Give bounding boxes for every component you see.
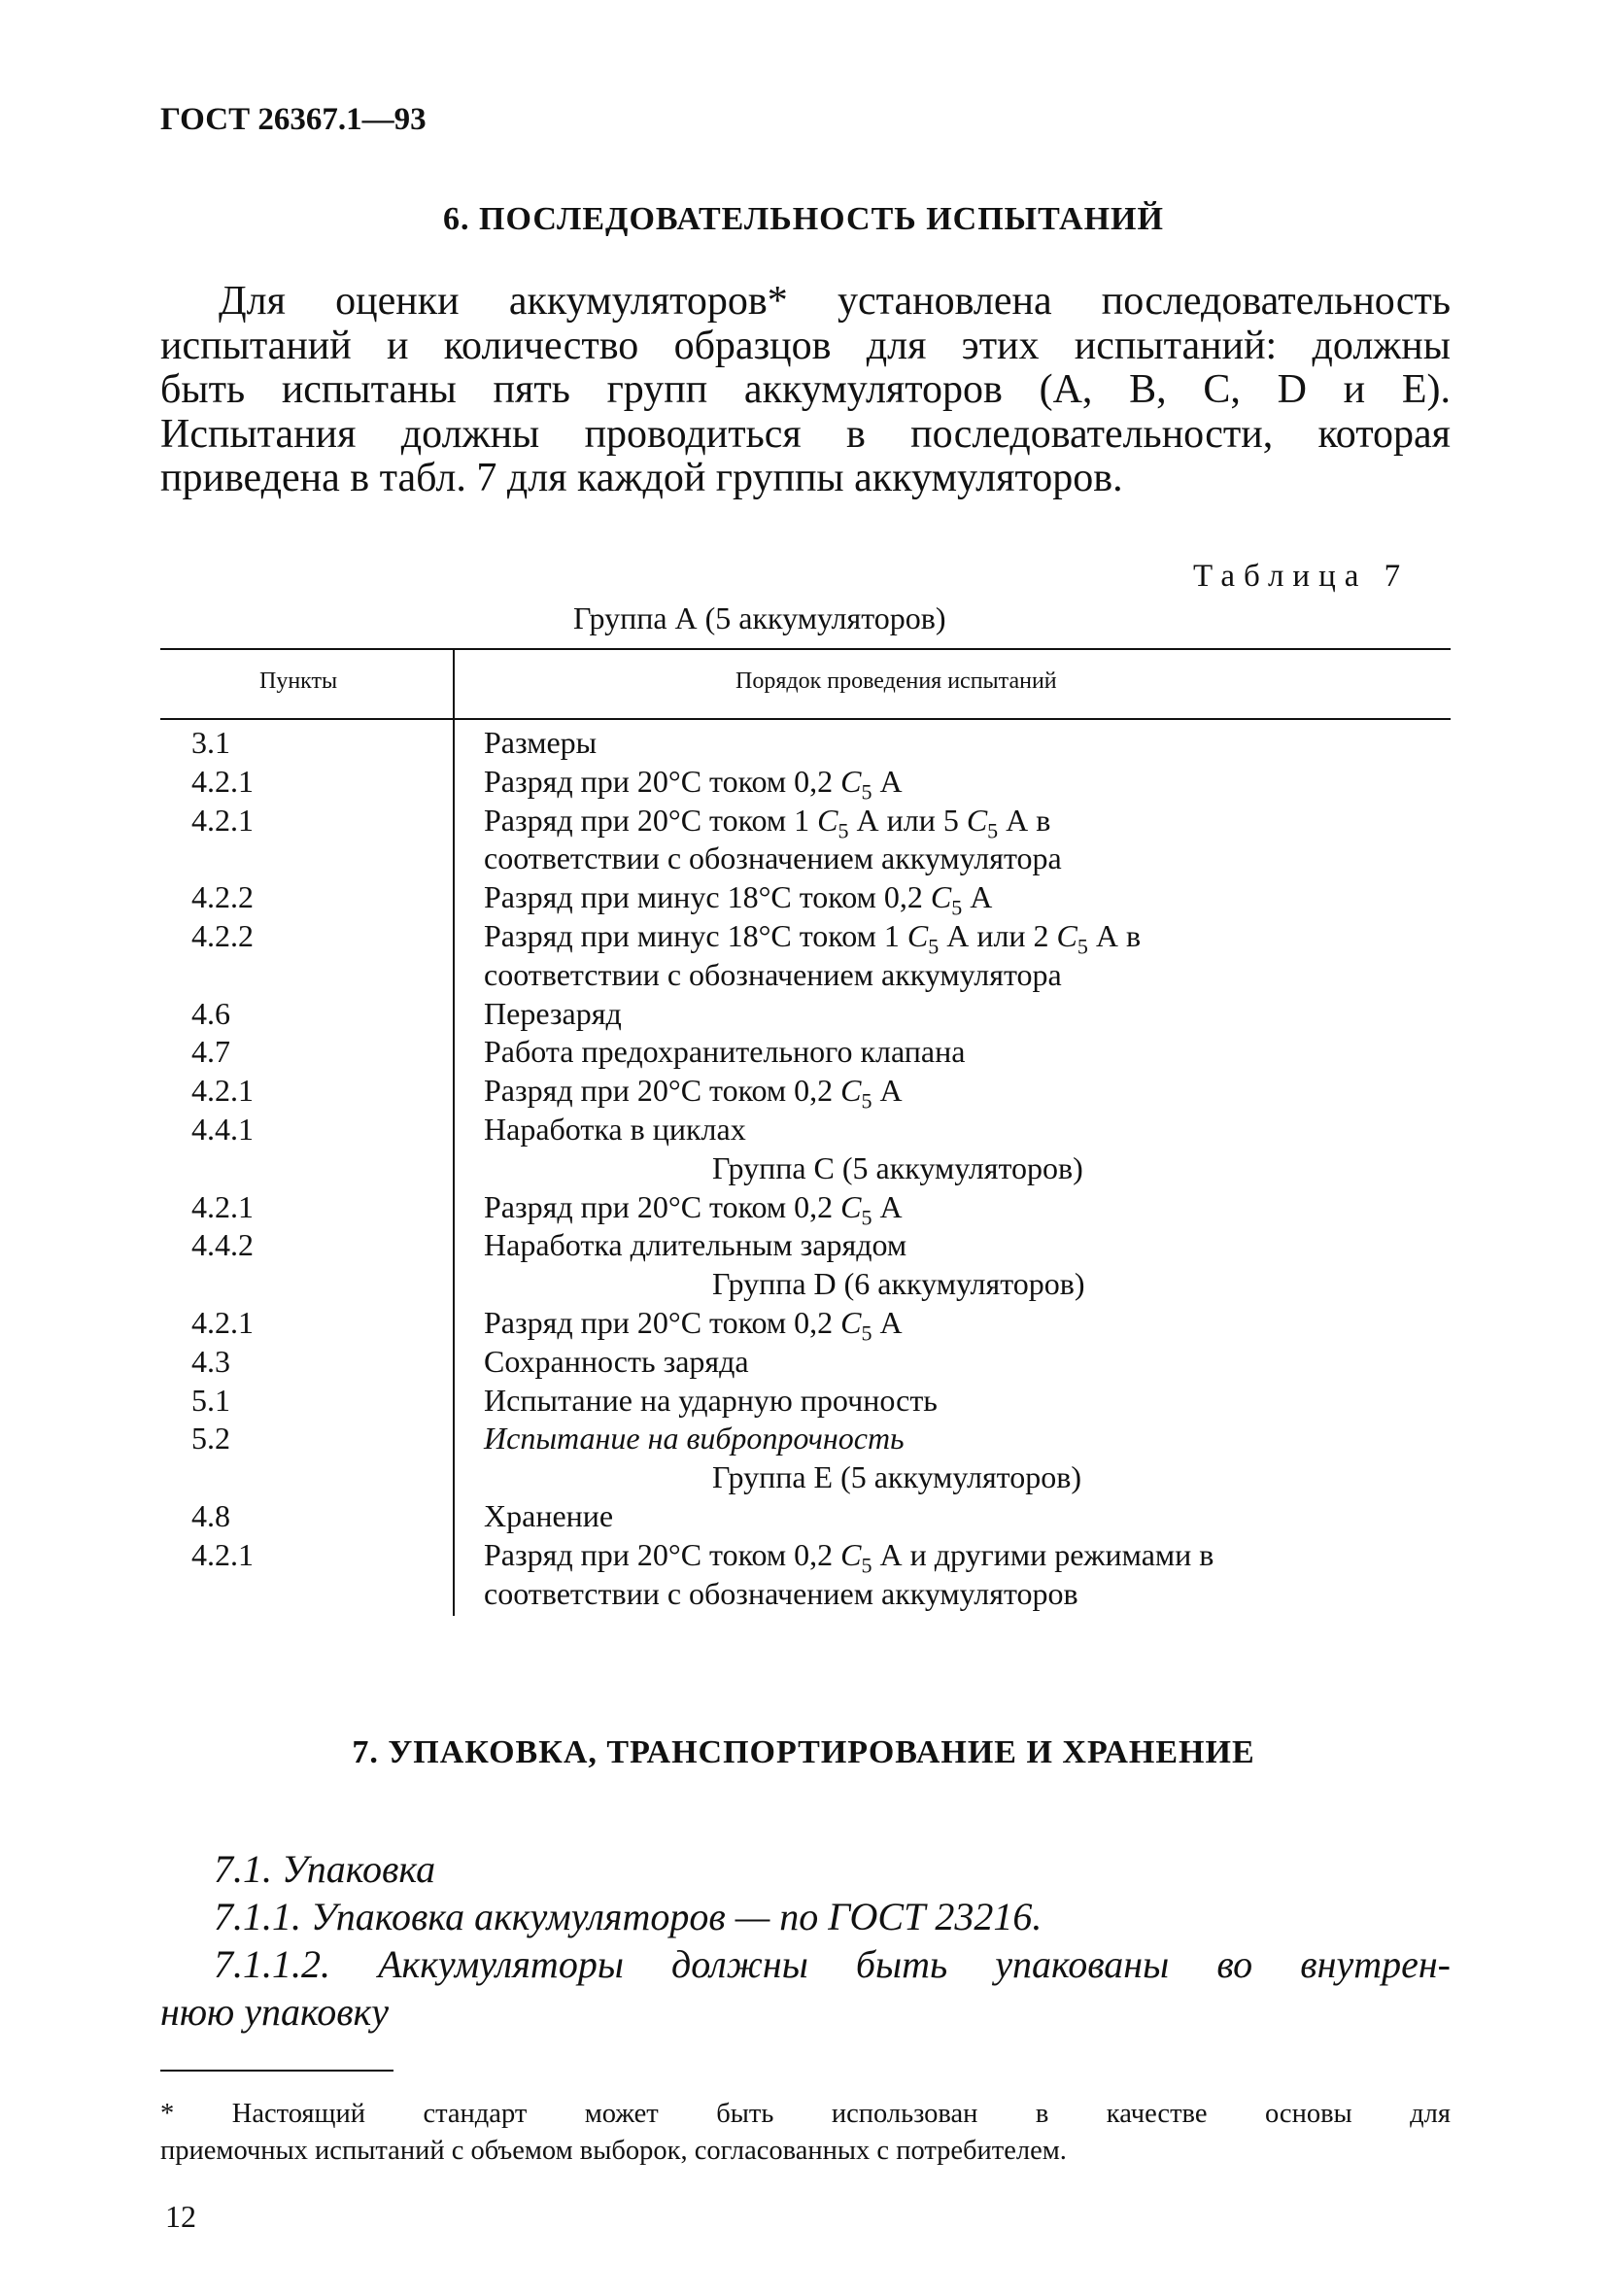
row-point: 4.2.1 xyxy=(191,763,254,799)
group-a-title: Группа А (5 аккумуляторов) xyxy=(573,600,946,635)
row-description: Наработка в циклах xyxy=(484,1111,746,1147)
group-subheader-row xyxy=(0,1149,1607,1188)
capacity-subscript: 5 xyxy=(928,934,940,959)
table-row xyxy=(0,995,1607,1034)
row-point: 4.4.2 xyxy=(191,1227,254,1263)
row-point: 4.2.1 xyxy=(191,1188,254,1224)
row-description: Разряд при минус 18°С током 1 $C_5$ А или 2 $C_5$ А в xyxy=(484,917,1142,959)
subsection-7-1-1: 7.1.1. Упаковка аккумуляторов — по ГОСТ 23216. xyxy=(214,1895,1043,1938)
row-point: 4.4.1 xyxy=(191,1111,254,1147)
table-row xyxy=(0,1420,1607,1458)
table-row xyxy=(0,1536,1607,1578)
row-description: Хранение xyxy=(484,1497,614,1533)
table-row xyxy=(0,1497,1607,1536)
row-description: Работа предохранительного клапана xyxy=(484,1034,966,1070)
table-body xyxy=(0,724,1607,1613)
row-description: Наработка длительным зарядом xyxy=(484,1227,907,1263)
table-row xyxy=(0,1226,1607,1265)
paragraph-line: Испытания должны проводиться в последовательности, которая xyxy=(160,411,1451,457)
table-row xyxy=(0,1033,1607,1072)
capacity-subscript: 5 xyxy=(861,1553,872,1578)
capacity-subscript: 5 xyxy=(987,817,999,842)
capacity-subscript: 5 xyxy=(1077,934,1088,959)
paragraph-line: Для оценки аккумуляторов* установлена последовательность xyxy=(219,279,1451,324)
capacity-symbol: C xyxy=(906,917,929,953)
group-title: Группа Е (5 аккумуляторов) xyxy=(712,1459,1081,1495)
row-description: Испытание на ударную прочность xyxy=(484,1382,938,1418)
paragraph-line: быть испытаны пять групп аккумуляторов (А, В, С, D и Е). xyxy=(160,367,1451,412)
capacity-symbol: C xyxy=(817,802,838,838)
capacity-subscript: 5 xyxy=(861,1204,872,1229)
section-7-title: 7. УПАКОВКА, ТРАНСПОРТИРОВАНИЕ И ХРАНЕНИЕ xyxy=(352,1734,1255,1770)
footnote-line: * Настоящий стандарт может быть использован в качестве основы для xyxy=(160,2099,1451,2129)
row-description: Разряд при 20°С током 0,2 $C_5$ А xyxy=(484,763,903,805)
row-point: 4.2.1 xyxy=(191,1304,254,1340)
table-row xyxy=(0,1382,1607,1421)
table-row xyxy=(0,724,1607,763)
row-point: 4.8 xyxy=(191,1497,230,1533)
row-point: 4.2.1 xyxy=(191,802,254,838)
row-point: 5.2 xyxy=(191,1421,230,1456)
row-description: соответствии с обозначением аккумулятора xyxy=(484,840,1062,876)
row-description: Испытание на вибропрочность xyxy=(484,1421,905,1456)
row-point: 4.2.2 xyxy=(191,917,254,953)
table-row xyxy=(0,840,1607,878)
row-description: Разряд при 20°С током 1 $C_5$ А или 5 $C_5$ А в xyxy=(484,802,1051,842)
row-description: Разряд при 20°С током 0,2 $C_5$ А xyxy=(484,1073,903,1114)
capacity-symbol: C xyxy=(1056,917,1077,953)
capacity-symbol: C xyxy=(840,1188,862,1224)
capacity-symbol: C xyxy=(840,763,862,799)
row-point: 4.3 xyxy=(191,1343,230,1379)
row-description: Перезаряд xyxy=(484,995,622,1031)
row-point: 4.2.1 xyxy=(191,1073,254,1109)
document-code: ГОСТ 26367.1—93 xyxy=(160,102,427,137)
group-subheader-row xyxy=(0,1458,1607,1497)
footnote-rule xyxy=(160,2070,393,2072)
subsection-7-1: 7.1. Упаковка xyxy=(214,1847,436,1891)
table-header-rule xyxy=(160,718,1451,720)
table-row xyxy=(0,1343,1607,1382)
table-row xyxy=(0,1304,1607,1346)
capacity-symbol: C xyxy=(930,879,952,915)
table-row xyxy=(0,956,1607,995)
capacity-subscript: 5 xyxy=(861,779,872,805)
row-point: 4.6 xyxy=(191,995,230,1031)
capacity-symbol: C xyxy=(840,1073,862,1109)
page-number: 12 xyxy=(165,2199,196,2234)
row-description: Разряд при минус 18°С током 0,2 $C_5$ А xyxy=(484,879,993,920)
row-point: 4.2.1 xyxy=(191,1536,254,1572)
row-description: соответствии с обозначением аккумулятора xyxy=(484,956,1062,992)
capacity-subscript: 5 xyxy=(861,1088,872,1114)
table-row xyxy=(0,878,1607,920)
group-title: Группа С (5 аккумуляторов) xyxy=(712,1149,1083,1185)
row-point: 5.1 xyxy=(191,1382,230,1418)
column-header-order: Порядок проведения испытаний xyxy=(735,668,1057,694)
column-header-points: Пункты xyxy=(259,668,338,694)
paragraph-line: приведена в табл. 7 для каждой группы аккумуляторов. xyxy=(160,456,1123,500)
row-description: Разряд при 20°С током 0,2 $C_5$ А xyxy=(484,1188,903,1229)
row-point: 3.1 xyxy=(191,725,230,760)
table-row xyxy=(0,802,1607,840)
row-description: Разряд при 20°С током 0,2 $C_5$ А xyxy=(484,1304,903,1346)
subsection-7-1-1-2-line2: нюю упаковку xyxy=(160,1990,390,2034)
row-description: Размеры xyxy=(484,725,598,760)
capacity-subscript: 5 xyxy=(861,1320,872,1346)
table-row xyxy=(0,1575,1607,1614)
row-description: Разряд при 20°С током 0,2 $C_5$ А и другими режимами в xyxy=(484,1536,1214,1578)
table-top-rule xyxy=(160,648,1451,650)
subsection-7-1-1-2-line1: 7.1.1.2. Аккумуляторы должны быть упакованы во внутрен- xyxy=(214,1942,1451,1986)
table-row xyxy=(0,1072,1607,1114)
table-row xyxy=(0,917,1607,959)
row-description: Сохранность заряда xyxy=(484,1343,749,1379)
table-row xyxy=(0,763,1607,805)
table-row xyxy=(0,1188,1607,1227)
row-description: соответствии с обозначением аккумуляторов xyxy=(484,1575,1078,1611)
group-subheader-row xyxy=(0,1265,1607,1304)
table-row xyxy=(0,1111,1607,1149)
capacity-symbol: C xyxy=(840,1536,862,1572)
footnote-line: приемочных испытаний с объемом выборок, согласованных с потребителем. xyxy=(160,2136,1067,2166)
capacity-subscript: 5 xyxy=(951,895,963,920)
section-6-paragraph xyxy=(160,280,1451,501)
row-point: 4.7 xyxy=(191,1034,230,1070)
capacity-subscript: 5 xyxy=(838,817,849,842)
footnote xyxy=(160,2096,1451,2170)
capacity-symbol: C xyxy=(966,802,988,838)
row-point: 4.2.2 xyxy=(191,879,254,915)
section-6-title: 6. ПОСЛЕДОВАТЕЛЬНОСТЬ ИСПЫТАНИЙ xyxy=(443,201,1164,237)
capacity-symbol: C xyxy=(840,1304,862,1340)
paragraph-line: испытаний и количество образцов для этих испытаний: должны xyxy=(160,323,1451,368)
group-title: Группа D (6 аккумуляторов) xyxy=(712,1266,1085,1302)
table-caption: Таблица 7 xyxy=(1193,559,1410,594)
